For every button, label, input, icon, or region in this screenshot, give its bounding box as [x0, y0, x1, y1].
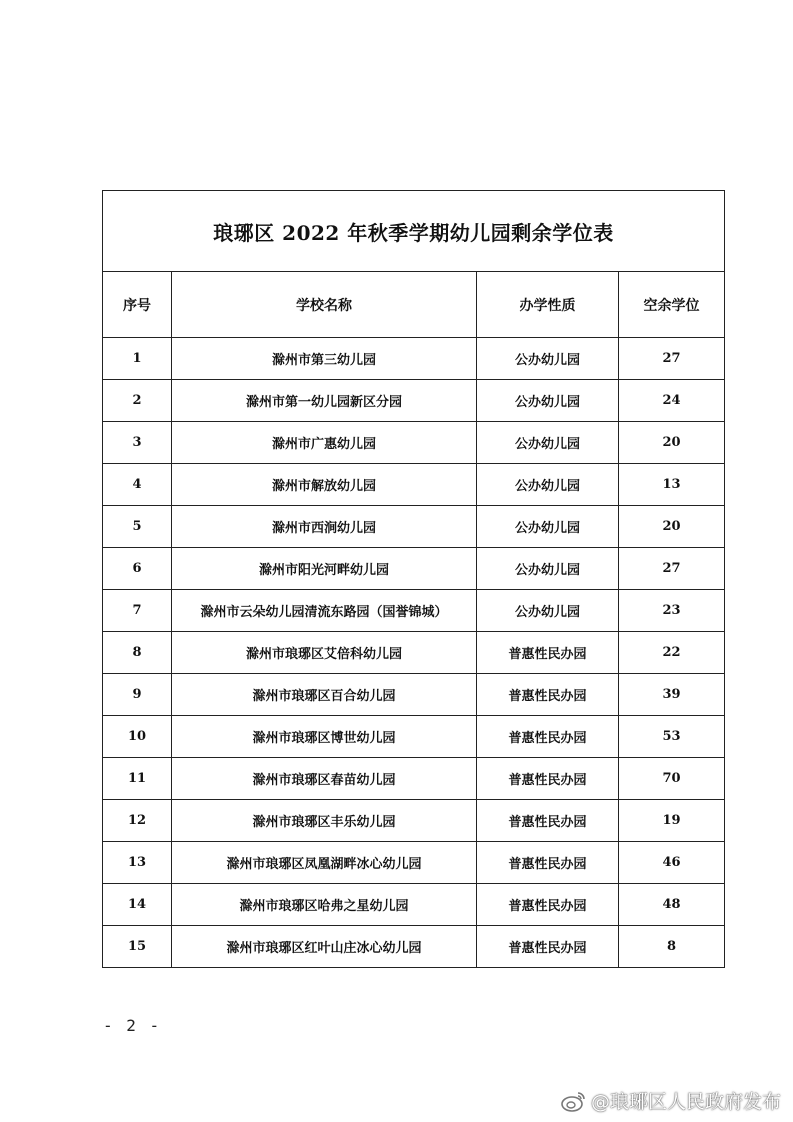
row-school-name: 滁州市阳光河畔幼儿园	[172, 548, 477, 590]
row-vacant-seats: 48	[619, 884, 725, 926]
row-school-type: 普惠性民办园	[477, 926, 619, 968]
row-school-type: 普惠性民办园	[477, 884, 619, 926]
row-school-type: 公办幼儿园	[477, 548, 619, 590]
row-vacant-seats: 8	[619, 926, 725, 968]
row-vacant-seats: 19	[619, 800, 725, 842]
row-school-type: 公办幼儿园	[477, 338, 619, 380]
row-school-name: 滁州市琅琊区红叶山庄冰心幼儿园	[172, 926, 477, 968]
row-vacant-seats: 20	[619, 506, 725, 548]
row-vacant-seats: 13	[619, 464, 725, 506]
table-row	[103, 674, 725, 716]
row-school-type: 公办幼儿园	[477, 464, 619, 506]
table-row	[103, 716, 725, 758]
row-school-name: 滁州市西涧幼儿园	[172, 506, 477, 548]
row-number: 10	[103, 716, 172, 758]
kindergarten-vacancy-table	[102, 190, 725, 968]
table-row	[103, 506, 725, 548]
row-number: 11	[103, 758, 172, 800]
row-number: 7	[103, 590, 172, 632]
row-school-type: 公办幼儿园	[477, 422, 619, 464]
row-school-type: 公办幼儿园	[477, 590, 619, 632]
header-no: 序号	[103, 272, 172, 338]
row-school-type: 普惠性民办园	[477, 716, 619, 758]
table-row	[103, 758, 725, 800]
table-row	[103, 422, 725, 464]
table-row	[103, 884, 725, 926]
row-school-type: 普惠性民办园	[477, 632, 619, 674]
table-row	[103, 590, 725, 632]
row-number: 3	[103, 422, 172, 464]
row-school-name: 滁州市解放幼儿园	[172, 464, 477, 506]
row-number: 13	[103, 842, 172, 884]
row-school-type: 普惠性民办园	[477, 758, 619, 800]
row-school-type: 普惠性民办园	[477, 800, 619, 842]
watermark-text: @琅琊区人民政府发布	[590, 1091, 781, 1113]
row-vacant-seats: 23	[619, 590, 725, 632]
row-school-name: 滁州市琅琊区丰乐幼儿园	[172, 800, 477, 842]
row-school-name: 滁州市琅琊区哈弗之星幼儿园	[172, 884, 477, 926]
row-vacant-seats: 46	[619, 842, 725, 884]
row-school-name: 滁州市第三幼儿园	[172, 338, 477, 380]
header-school-name: 学校名称	[172, 272, 477, 338]
row-vacant-seats: 24	[619, 380, 725, 422]
row-school-type: 普惠性民办园	[477, 842, 619, 884]
row-number: 15	[103, 926, 172, 968]
row-school-name: 滁州市琅琊区艾倍科幼儿园	[172, 632, 477, 674]
row-number: 14	[103, 884, 172, 926]
table-row	[103, 380, 725, 422]
row-vacant-seats: 39	[619, 674, 725, 716]
row-vacant-seats: 27	[619, 548, 725, 590]
row-vacant-seats: 20	[619, 422, 725, 464]
row-vacant-seats: 53	[619, 716, 725, 758]
row-school-name: 滁州市琅琊区百合幼儿园	[172, 674, 477, 716]
watermark	[561, 1087, 781, 1114]
row-school-type: 普惠性民办园	[477, 674, 619, 716]
table-row	[103, 926, 725, 968]
row-number: 8	[103, 632, 172, 674]
row-school-type: 公办幼儿园	[477, 506, 619, 548]
table-title: 琅琊区 2022 年秋季学期幼儿园剩余学位表	[103, 191, 725, 272]
header-vacant-seats: 空余学位	[619, 272, 725, 338]
row-number: 4	[103, 464, 172, 506]
row-number: 6	[103, 548, 172, 590]
table-row	[103, 842, 725, 884]
row-school-name: 滁州市琅琊区春苗幼儿园	[172, 758, 477, 800]
row-school-name: 滁州市第一幼儿园新区分园	[172, 380, 477, 422]
row-school-name: 滁州市云朵幼儿园清流东路园（国誉锦城）	[172, 590, 477, 632]
row-number: 9	[103, 674, 172, 716]
row-school-name: 滁州市广惠幼儿园	[172, 422, 477, 464]
page-number: - 2 -	[103, 1016, 162, 1035]
table-row	[103, 464, 725, 506]
table-row	[103, 338, 725, 380]
table-header-row	[103, 272, 725, 338]
row-school-name: 滁州市琅琊区凤凰湖畔冰心幼儿园	[172, 842, 477, 884]
row-vacant-seats: 27	[619, 338, 725, 380]
row-number: 1	[103, 338, 172, 380]
row-vacant-seats: 70	[619, 758, 725, 800]
row-school-type: 公办幼儿园	[477, 380, 619, 422]
row-number: 12	[103, 800, 172, 842]
row-number: 5	[103, 506, 172, 548]
table-row	[103, 632, 725, 674]
row-school-name: 滁州市琅琊区博世幼儿园	[172, 716, 477, 758]
table-row	[103, 800, 725, 842]
row-number: 2	[103, 380, 172, 422]
row-vacant-seats: 22	[619, 632, 725, 674]
table-row	[103, 548, 725, 590]
weibo-icon	[561, 1090, 587, 1112]
header-school-type: 办学性质	[477, 272, 619, 338]
